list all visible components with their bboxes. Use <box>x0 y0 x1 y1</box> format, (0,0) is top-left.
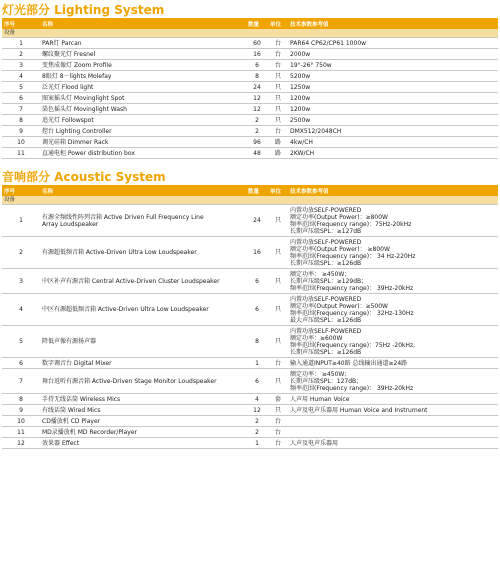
table-row <box>2 438 498 449</box>
spec-line: 5200w <box>290 72 311 80</box>
row-number: 4 <box>2 294 40 326</box>
acoustic-header-row <box>2 185 498 196</box>
row-number: 12 <box>2 438 40 449</box>
item-quantity: 16 <box>246 49 268 60</box>
item-name-line: MD录播放机 MD Recorder/Player <box>42 428 137 436</box>
item-name-line: 降低声像有源扬声器 <box>42 338 97 345</box>
item-unit: 只 <box>268 115 288 126</box>
header-name: 名称 <box>40 185 246 196</box>
spec-line: 人声及电声乐器用 Human Voice and Instrument <box>290 406 428 414</box>
header-qty: 数量 <box>246 18 268 29</box>
spec-line: 频率范围(Frequency range)：75Hz-20kHz <box>290 220 412 228</box>
table-row <box>2 269 498 294</box>
item-spec <box>288 358 498 369</box>
row-number: 4 <box>2 71 40 82</box>
item-name: 追光灯 Followspot <box>40 115 246 126</box>
item-spec <box>288 369 498 394</box>
lighting-table <box>2 18 498 159</box>
row-number: 10 <box>2 137 40 148</box>
header-no: 序号 <box>2 185 40 196</box>
category-row <box>2 29 498 38</box>
item-name <box>40 369 246 394</box>
item-unit: 台 <box>268 60 288 71</box>
item-quantity: 8 <box>246 326 268 358</box>
table-row <box>2 394 498 405</box>
item-name <box>40 326 246 358</box>
spec-line: 长期声压级SPL：127dB； <box>290 377 363 385</box>
table-row <box>2 427 498 438</box>
item-name-line: 数字调音台 Digital Mixer <box>42 359 112 367</box>
item-quantity: 2 <box>246 115 268 126</box>
spec-line: 额定功率(Output Power)：≥500W <box>290 302 388 310</box>
item-unit: 台 <box>268 49 288 60</box>
table-row <box>2 49 498 60</box>
item-spec <box>288 416 498 427</box>
item-quantity: 24 <box>246 205 268 237</box>
item-spec <box>288 269 498 294</box>
item-spec <box>288 82 498 93</box>
item-name: 直通电柜 Power distribution box <box>40 148 246 159</box>
item-unit: 只 <box>268 326 288 358</box>
spec-line: 频率范围(Frequency range)：75Hz -20kHz, <box>290 341 416 349</box>
row-number: 11 <box>2 148 40 159</box>
item-unit: 台 <box>268 358 288 369</box>
item-spec <box>288 326 498 358</box>
acoustic-table <box>2 185 498 449</box>
spec-line: 2KW/CH <box>290 149 315 157</box>
item-quantity: 8 <box>246 71 268 82</box>
table-row <box>2 358 498 369</box>
item-unit: 只 <box>268 405 288 416</box>
item-spec <box>288 394 498 405</box>
item-name <box>40 269 246 294</box>
item-unit: 路 <box>268 148 288 159</box>
table-row <box>2 294 498 326</box>
spec-line: 额定功率： ≥450W； <box>290 270 351 278</box>
item-name <box>40 405 246 416</box>
item-unit: 只 <box>268 71 288 82</box>
row-number: 7 <box>2 104 40 115</box>
spec-line: 长期声压级SPL：≥126dB <box>290 259 362 267</box>
item-unit: 套 <box>268 394 288 405</box>
item-unit: 只 <box>268 369 288 394</box>
item-name <box>40 416 246 427</box>
row-number: 3 <box>2 60 40 71</box>
spec-line: 额定功率(Output Power)：≥800W <box>290 213 388 221</box>
row-number: 6 <box>2 93 40 104</box>
table-row <box>2 115 498 126</box>
item-name: 变焦成像灯 Zoom Profile <box>40 60 246 71</box>
spec-line: 人声及电声乐器用 <box>290 439 339 447</box>
spec-line: 内置功放SELF-POWERED <box>290 327 362 335</box>
item-spec <box>288 38 498 49</box>
item-spec <box>288 71 498 82</box>
table-row <box>2 38 498 49</box>
item-unit: 只 <box>268 237 288 269</box>
item-unit: 台 <box>268 416 288 427</box>
item-unit: 路 <box>268 137 288 148</box>
item-name: 染色摇头灯 Movinglight Wash <box>40 104 246 115</box>
table-row <box>2 137 498 148</box>
item-name: 图案摇头灯 Movinglight Spot <box>40 93 246 104</box>
row-number: 8 <box>2 115 40 126</box>
table-row <box>2 205 498 237</box>
spec-line: 频率范围(Frequency range)： 39Hz-20kHz <box>290 284 414 292</box>
table-row <box>2 237 498 269</box>
item-quantity: 24 <box>246 82 268 93</box>
item-name-line: 手持无线话筒 Wireless Mics <box>42 395 121 403</box>
table-row <box>2 104 498 115</box>
item-spec <box>288 294 498 326</box>
item-name: 调光硅箱 Dimmer Rack <box>40 137 246 148</box>
row-number: 7 <box>2 369 40 394</box>
spec-line: 1200w <box>290 94 311 102</box>
spec-line: 人声用 Human Voice <box>290 395 350 403</box>
item-name <box>40 438 246 449</box>
table-row <box>2 93 498 104</box>
item-quantity: 1 <box>246 358 268 369</box>
item-spec <box>288 126 498 137</box>
spec-line: PAR64 CP62/CP61 1000w <box>290 39 367 47</box>
spec-line: 额定功率： ≥450W； <box>290 370 351 378</box>
item-quantity: 12 <box>246 405 268 416</box>
item-name <box>40 237 246 269</box>
item-unit: 台 <box>268 38 288 49</box>
table-row <box>2 369 498 394</box>
row-number: 1 <box>2 205 40 237</box>
item-quantity: 2 <box>246 126 268 137</box>
item-quantity: 96 <box>246 137 268 148</box>
item-unit: 只 <box>268 205 288 237</box>
item-name: 螺纹聚光灯 Fresnel <box>40 49 246 60</box>
header-name: 名称 <box>40 18 246 29</box>
item-name-line: 舞台返听有源音箱 Active-Driven Stage Monitor Loudspeaker <box>42 377 217 385</box>
spec-line: 频率范围(Frequency range)： 32Hz-130Hz <box>290 309 414 317</box>
lighting-title: 灯光部分 Lighting System <box>2 3 165 17</box>
spec-line: 内置功放SELF-POWERED <box>290 295 362 303</box>
row-number: 5 <box>2 82 40 93</box>
item-quantity: 16 <box>246 237 268 269</box>
category-label: 设备 <box>2 29 498 38</box>
table-row <box>2 416 498 427</box>
row-number: 11 <box>2 427 40 438</box>
header-unit: 单位 <box>268 185 288 196</box>
item-name-line: CD播放机 CD Player <box>42 417 101 425</box>
spec-line: 输入通道INPUT≥40路 总线输出通道≥24路 <box>290 359 408 367</box>
header-unit: 单位 <box>268 18 288 29</box>
item-spec <box>288 148 498 159</box>
acoustic-section <box>0 167 500 449</box>
item-spec <box>288 237 498 269</box>
table-row <box>2 148 498 159</box>
item-spec <box>288 137 498 148</box>
spec-line: 内置功放SELF-POWERED <box>290 238 362 246</box>
spec-line: DMX512/2048CH <box>290 127 342 135</box>
item-spec <box>288 93 498 104</box>
item-quantity: 6 <box>246 294 268 326</box>
item-spec <box>288 60 498 71</box>
acoustic-title: 音响部分 Acoustic System <box>2 170 166 184</box>
item-spec <box>288 205 498 237</box>
spec-line: 长期声压级SPL：≥126dB <box>290 348 362 356</box>
item-spec <box>288 115 498 126</box>
item-name: 8眼灯 8－lights Molefay <box>40 71 246 82</box>
item-unit: 只 <box>268 294 288 326</box>
row-number: 2 <box>2 237 40 269</box>
item-quantity: 6 <box>246 60 268 71</box>
table-row <box>2 405 498 416</box>
spec-line: 2000w <box>290 50 311 58</box>
item-spec <box>288 405 498 416</box>
item-name-line: 有源全频线性阵列音箱 Active Driven Full Frequency Line <box>42 213 204 221</box>
lighting-section <box>0 0 500 159</box>
item-quantity: 2 <box>246 427 268 438</box>
spec-line: 频率范围(Frequency range)： 39Hz-20kHz <box>290 384 414 392</box>
item-unit: 台 <box>268 126 288 137</box>
item-name-line: 中区有源超低频音箱 Active-Driven Ultra Low Loudspeaker <box>42 306 209 313</box>
spec-line: 内置功放SELF-POWERED <box>290 206 362 214</box>
row-number: 8 <box>2 394 40 405</box>
table-row <box>2 326 498 358</box>
item-quantity: 1 <box>246 438 268 449</box>
item-name: 控台 Lighting Controller <box>40 126 246 137</box>
item-spec <box>288 427 498 438</box>
item-spec <box>288 438 498 449</box>
item-name-line: 效果器 Effect <box>42 439 80 447</box>
spec-line: 额定功率(Output Power)： ≥800W <box>290 245 390 253</box>
header-spec: 技术参数参考值 <box>288 185 498 196</box>
spec-line: 长期声压级SPL：≥129dB； <box>290 277 368 285</box>
table-row <box>2 60 498 71</box>
spec-line: 2500w <box>290 116 311 124</box>
item-quantity: 6 <box>246 369 268 394</box>
lighting-header-row <box>2 18 498 29</box>
category-row <box>2 196 498 205</box>
table-row <box>2 71 498 82</box>
item-unit: 台 <box>268 427 288 438</box>
row-number: 10 <box>2 416 40 427</box>
header-no: 序号 <box>2 18 40 29</box>
row-number: 9 <box>2 405 40 416</box>
item-quantity: 12 <box>246 104 268 115</box>
row-number: 6 <box>2 358 40 369</box>
item-name-line: 中区补声有源音箱 Central Active-Driven Cluster Loudspeaker <box>42 277 220 285</box>
item-name <box>40 427 246 438</box>
item-name <box>40 358 246 369</box>
item-quantity: 12 <box>246 93 268 104</box>
spec-line: 19°-26° 750w <box>290 61 332 69</box>
spec-line: 4kw/CH <box>290 138 313 146</box>
header-spec: 技术参数参考值 <box>288 18 498 29</box>
item-quantity: 2 <box>246 416 268 427</box>
row-number: 9 <box>2 126 40 137</box>
spec-line: 1250w <box>290 83 311 91</box>
item-name <box>40 294 246 326</box>
item-quantity: 48 <box>246 148 268 159</box>
spec-line: 长期声压级SPL：≥127dB <box>290 227 362 235</box>
item-name: 泛光灯 Flood light <box>40 82 246 93</box>
table-row <box>2 82 498 93</box>
item-name: PAR灯 Parcan <box>40 38 246 49</box>
spec-line: 最大声压级SPL：≥126dB <box>290 316 362 324</box>
table-row <box>2 126 498 137</box>
row-number: 3 <box>2 269 40 294</box>
item-name <box>40 205 246 237</box>
item-quantity: 60 <box>246 38 268 49</box>
item-name-line: 有源超低频音箱 Active-Driven Ultra Low Loudspeaker <box>42 249 197 256</box>
row-number: 1 <box>2 38 40 49</box>
item-unit: 只 <box>268 82 288 93</box>
spec-line: 1200w <box>290 105 311 113</box>
row-number: 2 <box>2 49 40 60</box>
item-name-line: 有线话筒 Wired Mics <box>42 406 101 414</box>
item-unit: 只 <box>268 93 288 104</box>
item-name-line: Array Loudspeaker <box>42 220 99 228</box>
item-spec <box>288 104 498 115</box>
item-quantity: 4 <box>246 394 268 405</box>
header-qty: 数量 <box>246 185 268 196</box>
item-unit: 只 <box>268 269 288 294</box>
item-name <box>40 394 246 405</box>
item-unit: 只 <box>268 104 288 115</box>
item-quantity: 6 <box>246 269 268 294</box>
spec-line: 频率范围(Frequency range)： 34 Hz-220Hz <box>290 252 416 260</box>
category-label: 设备 <box>2 196 498 205</box>
row-number: 5 <box>2 326 40 358</box>
spec-line: 额定功率：≥600W <box>290 334 343 342</box>
item-spec <box>288 49 498 60</box>
item-unit: 台 <box>268 438 288 449</box>
